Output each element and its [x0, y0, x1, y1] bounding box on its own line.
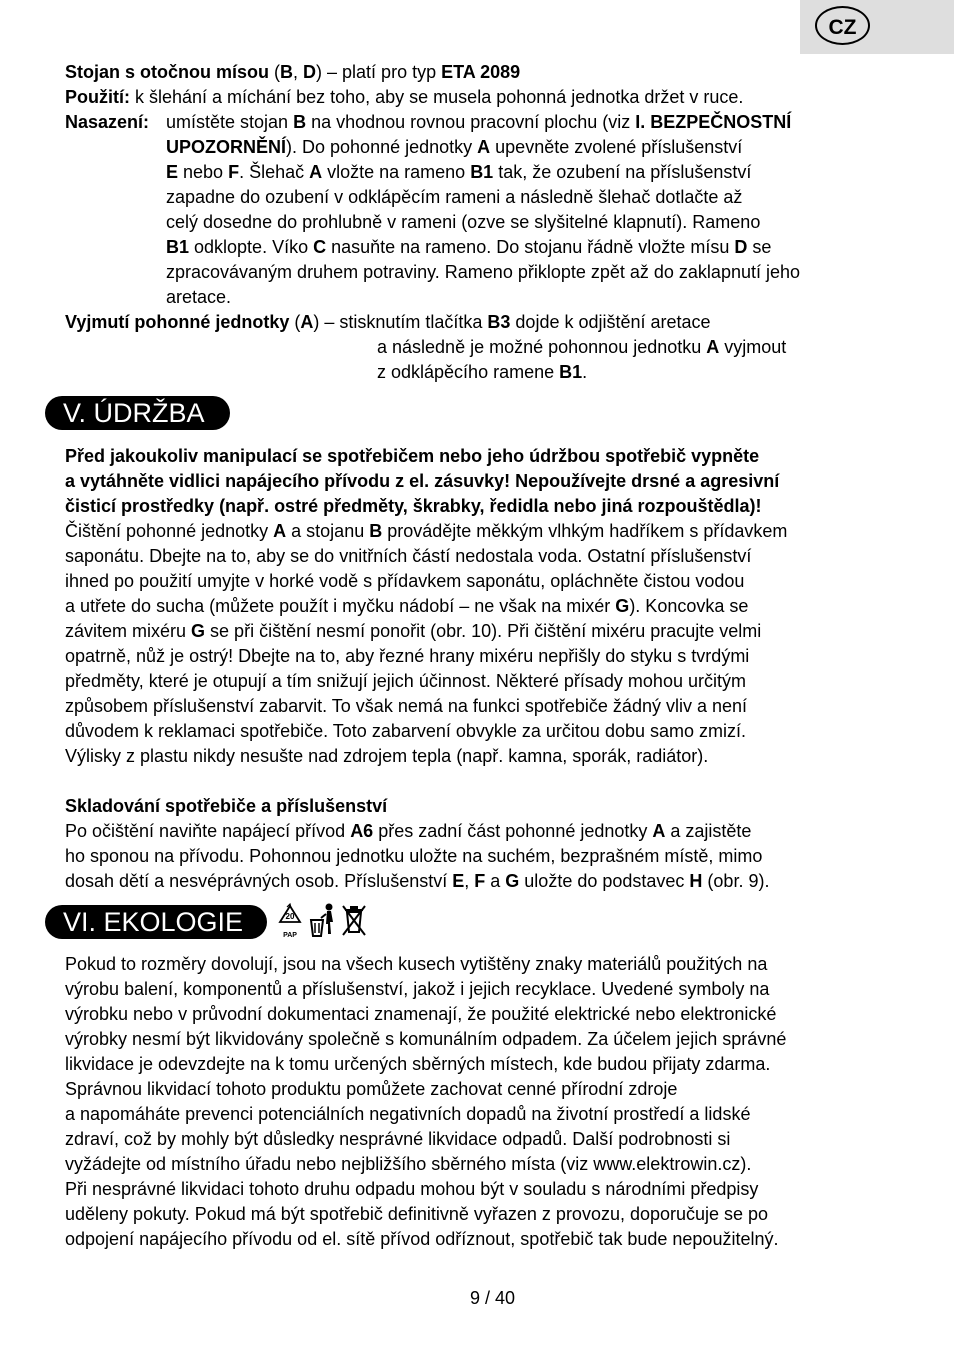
ecology-line-3: výrobku nebo v průvodní dokumentaci znamenají, že použité elektrické nebo elektronické — [65, 1004, 777, 1024]
svg-text:PAP: PAP — [283, 932, 297, 939]
warning-line-1: Před jakoukoliv manipulací se spotřebičem nebo jeho údržbou spotřebič vypněte — [65, 446, 760, 466]
cleaning-line-6: opatrně, nůž je ostrý! Dbejte na to, aby řezné hrany mixéru nepřišly do styku s tvrdými — [65, 646, 750, 666]
mount-line-7: zpracovávaným druhem potraviny. Rameno přiklopte zpět až do zaklapnutí jeho — [166, 262, 801, 282]
mount-line-5: celý dosedne do prohlubně v rameni (ozve se slyšitelné klapnutí). Rameno — [166, 212, 761, 232]
remove-line-2: a následně je možné pohonnou jednotku A vyjmout — [377, 337, 787, 357]
cleaning-line-1: Čištění pohonné jednotky A a stojanu B provádějte měkkým vlhkým hadříkem s přídavkem — [65, 521, 788, 541]
cleaning-line-2: saponátu. Dbejte na to, aby se do vnitřních částí nedostala voda. Ostatní příslušenství — [65, 546, 752, 566]
ecology-line-1: Pokud to rozměry dovolují, jsou na všech kusech vytištěny znaky materiálů použitých na — [65, 954, 768, 974]
ecology-line-10: Při nesprávné likvidaci tohoto druhu odpadu mohou být v souladu s národními předpisy — [65, 1179, 759, 1199]
ecology-line-2: výrobu balení, komponentů a příslušenství, jakož i jejich recyklace. Uvedené symboly na — [65, 979, 770, 999]
ecology-heading: VI. EKOLOGIE — [45, 905, 267, 939]
ecology-line-6: Správnou likvidací tohoto produktu pomůžete zachovat cenné přírodní zdroje — [65, 1079, 678, 1099]
mount-line-8: aretace. — [166, 287, 232, 307]
mount-line-2: UPOZORNĚNÍ). Do pohonné jednotky A upevněte zvolené příslušenství — [166, 137, 743, 157]
ecology-line-9: vyžádejte od místního úřadu nebo nejbližšího sběrného místa (viz www.elektrowin.cz). — [65, 1154, 752, 1174]
cleaning-line-3: ihned po použití umyjte v horké vodě s přídavkem saponátu, opláchněte čistou vodou — [65, 571, 745, 591]
storage-line-2: ho sponou na přívodu. Pohonnou jednotku uložte na suchém, bezprašném místě, mimo — [65, 846, 763, 866]
warning-line-2: a vytáhněte vidlici napájecího přívodu z el. zásuvky! Nepoužívejte drsné a agresivní — [65, 471, 780, 491]
storage-line-3: dosah dětí a nesvéprávných osob. Příslušenství E, F a G uložte do podstavec H (obr. 9). — [65, 871, 770, 891]
cleaning-line-4: a utřete do sucha (můžete použít i myčku nádobí – ne však na mixér G). Koncovka se — [65, 596, 749, 616]
ecology-line-12: odpojení napájecího přívodu od el. sítě přívod odříznout, spotřebič tak bude nepoužitelný. — [65, 1229, 779, 1249]
stand-title: Stojan s otočnou mísou (B, D) – platí pro typ ETA 2089 — [65, 62, 521, 82]
storage-title: Skladování spotřebiče a příslušenství — [65, 796, 388, 816]
cleaning-line-9: důvodem k reklamaci spotřebiče. Toto zabarvení obvykle za určitou dobu samo zmizí. — [65, 721, 746, 741]
ecology-line-7: a napomáháte prevenci potenciálních negativních dopadů na životní prostředí a lidské — [65, 1104, 751, 1124]
mount-line-6: B1 odklopte. Víko C nasuňte na rameno. Do stojanu řádně vložte mísu D se — [166, 237, 772, 257]
ecology-line-11: uděleny pokuty. Pokud má být spotřebič definitivně vyřazen z provozu, doporučuje se po — [65, 1204, 769, 1224]
storage-line-1: Po očištění naviňte napájecí přívod A6 přes zadní část pohonné jednotky A a zajistěte — [65, 821, 752, 841]
svg-text:20: 20 — [285, 912, 295, 921]
ecology-line-4: výrobky nesmí být likvidovány společně s komunálním odpadem. Za účelem jejich správné — [65, 1029, 787, 1049]
page-number: 9 / 40 — [470, 1288, 516, 1308]
mount-line-3: E nebo F. Šlehač A vložte na rameno B1 tak, že ozubení na příslušenství — [166, 162, 752, 182]
cleaning-line-8: způsobem příslušenství zabarvit. To však nemá na funkci spotřebiče žádný vliv a není — [65, 696, 748, 716]
cleaning-line-7: předměty, které je otupují a tím snižují jejich účinnost. Některé přísady mohou určitým — [65, 671, 746, 691]
remove-line-3: z odklápěcího ramene B1. — [377, 362, 588, 382]
ecology-line-8: zdraví, což by mohly být důsledky nesprávné likvidace odpadů. Další podrobnosti si — [65, 1129, 731, 1149]
cleaning-line-5: závitem mixéru G se při čištění nesmí ponořit (obr. 10). Při čištění mixéru pracujte velmi — [65, 621, 762, 641]
mount-line-4: zapadne do ozubení v odklápěcím rameni a následně šlehač dotlačte až — [166, 187, 743, 207]
cleaning-line-10: Výlisky z plastu nikdy nesušte nad zdrojem tepla (např. kamna, sporák, radiátor). — [65, 746, 709, 766]
crossed-bin-icon — [340, 902, 368, 938]
mount-line-1: umístěte stojan B na vhodnou rovnou pracovní plochu (viz I. BEZPEČNOSTNÍ — [166, 112, 792, 132]
maintenance-heading: V. ÚDRŽBA — [45, 396, 230, 430]
ecology-line-5: likvidace je odevzdejte na k tomu určených sběrných místech, kde budou přijaty zdarma. — [65, 1054, 771, 1074]
warning-line-3: čisticí prostředky (např. ostré předměty, škrabky, ředidla nebo jiná rozpouštědla)! — [65, 496, 762, 516]
use-line: Použití: k šlehání a míchání bez toho, aby se musela pohonná jednotka držet v ruce. — [65, 87, 744, 107]
language-badge: CZ — [815, 6, 870, 45]
tidyman-icon — [307, 902, 339, 938]
remove-line-1: Vyjmutí pohonné jednotky (A) – stisknutím tlačítka B3 dojde k odjištění aretace — [65, 312, 711, 332]
mount-label: Nasazení: — [65, 112, 150, 132]
